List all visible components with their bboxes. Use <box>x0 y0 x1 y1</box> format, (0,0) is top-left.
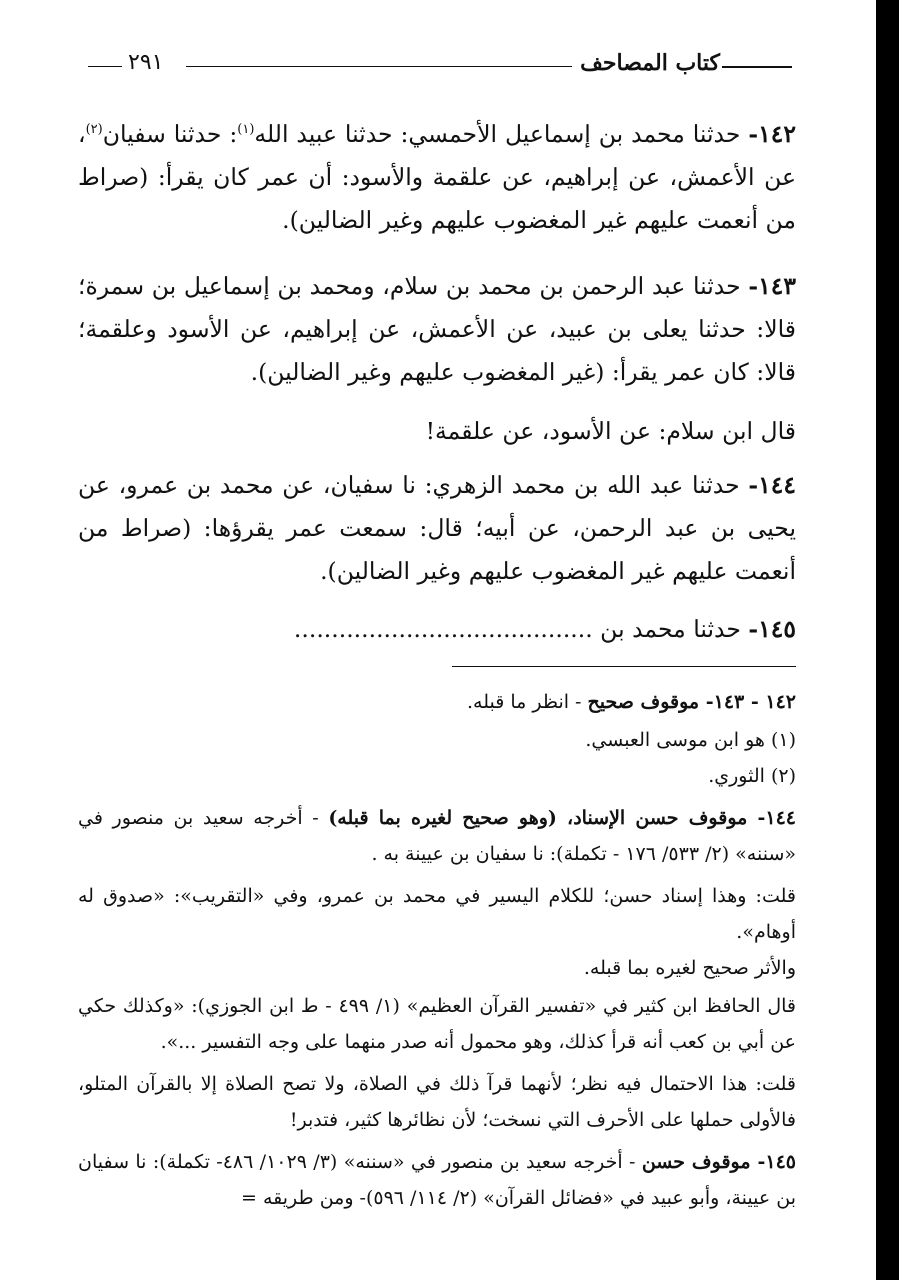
footnote-2 <box>78 758 796 794</box>
footnote-marker: (٢) <box>85 122 103 138</box>
footnote-heading: ١٤٥- موقوف حسن <box>641 1151 796 1173</box>
narration-145 <box>78 608 796 651</box>
narration-text: حدثنا محمد بن ........................................ <box>293 615 749 643</box>
footnote-comment <box>78 988 796 1060</box>
footnote-marker: (١) <box>237 122 255 138</box>
footnote-heading: ١٤٤- موقوف حسن الإسناد، (وهو صحيح لغيره بما قبله) <box>328 807 796 829</box>
page-number: ٢٩١ <box>128 50 164 75</box>
narration-text: ، عن الأعمش، عن إبراهيم، عن علقمة والأسود: أن عمر كان يقرأ: (صراط من أنعمت عليهم غير المغضوب عليهم وغير الضالين). <box>78 120 796 234</box>
narration-number: ١٤٤- <box>748 471 796 499</box>
footnote-comment <box>78 1066 796 1138</box>
footnote-text: - أخرجه سعيد بن منصور في «سننه» (٣/ ١٠٢٩/ ٤٨٦- تكملة): نا سفيان بن عيينة، وأبو عبيد في «فضائل القرآن» (٢/ ١١٤/ ٥٩٦)- ومن طريقه = <box>78 1151 796 1209</box>
narration-142 <box>78 113 796 242</box>
footnote-142-143 <box>78 684 796 720</box>
narration-text: حدثنا عبد الرحمن بن محمد بن سلام، ومحمد بن إسماعيل بن سمرة؛ قالا: حدثنا يعلى بن عبيد، عن الأعمش، عن إبراهيم، عن الأسود وعلقمة؛ قالا: كان عمر يقرأ: (غير المغضوب عليهم وغير الضالين). <box>78 272 796 386</box>
footnote-text: (٢) الثوري. <box>708 765 796 787</box>
header-rule <box>186 66 572 67</box>
footnote-145 <box>78 1144 796 1216</box>
header-title: كتاب المصاحف <box>580 50 720 76</box>
running-header <box>0 44 876 84</box>
header-rule <box>88 66 122 67</box>
footnote-comment <box>78 950 796 986</box>
narration-143 <box>78 265 796 394</box>
narration-text: حدثنا عبد الله بن محمد الزهري: نا سفيان، عن محمد بن عمرو، عن يحيى بن عبد الرحمن، عن أبيه؛ قال: سمعت عمر يقرؤها: (صراط من أنعمت عليهم غير المغضوب عليهم وغير الضالين). <box>78 471 796 585</box>
footnote-text: قلت: وهذا إسناد حسن؛ للكلام اليسير في محمد بن عمرو، وفي «التقريب»: «صدوق له أوهام». <box>78 885 796 943</box>
footnote-144 <box>78 800 796 872</box>
footnote-1 <box>78 722 796 758</box>
footnote-divider <box>452 666 796 667</box>
narration-number: ١٤٢- <box>748 120 796 148</box>
narration-143-note <box>78 410 796 453</box>
footnote-text: - انظر ما قبله. <box>467 691 588 713</box>
footnote-text: - أخرجه سعيد بن منصور في «سننه» (٢/ ٥٣٣/ ١٧٦ - تكملة): نا سفيان بن عيينة به . <box>78 807 796 865</box>
narration-144 <box>78 464 796 593</box>
header-rule <box>722 66 792 68</box>
footnote-text: (١) هو ابن موسى العبسي. <box>585 729 796 751</box>
narration-text: قال ابن سلام: عن الأسود، عن علقمة! <box>425 417 796 445</box>
narration-text: حدثنا محمد بن إسماعيل الأحمسي: حدثنا عبيد الله <box>254 120 749 148</box>
narration-text: : حدثنا سفيان <box>102 120 238 148</box>
footnote-text: قال الحافظ ابن كثير في «تفسير القرآن العظيم» (١/ ٤٩٩ - ط ابن الجوزي): «وكذلك حكي عن أبي بن كعب أنه قرأ كذلك، وهو محمول أنه صدر منهما على وجه التفسير ...». <box>78 995 797 1053</box>
footnote-comment <box>78 878 796 950</box>
footnote-text: والأثر صحيح لغيره بما قبله. <box>583 957 796 979</box>
narration-number: ١٤٣- <box>748 272 796 300</box>
footnote-heading: ١٤٢ - ١٤٣- موقوف صحيح <box>587 691 796 713</box>
narration-number: ١٤٥- <box>748 615 796 643</box>
footnote-text: قلت: هذا الاحتمال فيه نظر؛ لأنهما قرآ ذلك في الصلاة، ولا تصح الصلاة إلا بالقرآن المتلو، فالأولى حملها على الأحرف التي نسخت؛ لأن نظائرها كثير، فتدبر! <box>78 1073 796 1131</box>
